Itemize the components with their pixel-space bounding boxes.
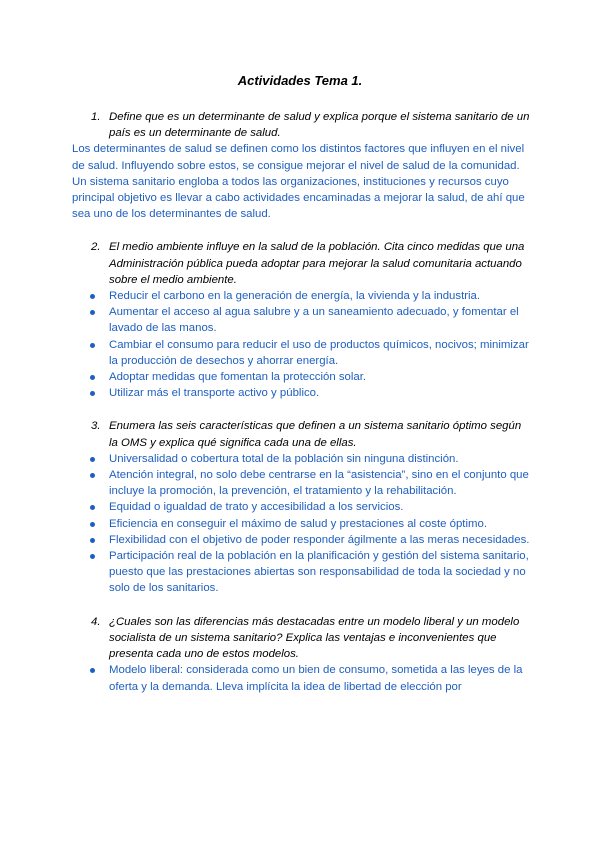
bullet-icon bbox=[90, 554, 95, 559]
question-2 bbox=[73, 239, 533, 288]
list-item: Reducir el carbono en la generación de energía, la vivienda y la industria. bbox=[73, 288, 533, 304]
list-item: Aumentar el acceso al agua salubre y a un saneamiento adecuado, y fomentar el lavado de las manos. bbox=[73, 304, 533, 336]
question-3-section bbox=[73, 418, 533, 596]
question-text: Enumera las seis características que definen a un sistema sanitario óptimo según la OMS y explica qué significa cada una de ellas. bbox=[109, 420, 522, 449]
list-item: Modelo liberal: considerada como un bien de consumo, sometida a las leyes de la oferta y la demanda. Lleva implícita la idea de libertad de elección por bbox=[73, 662, 533, 694]
bullet-icon bbox=[90, 310, 95, 315]
question-text: El medio ambiente influye en la salud de la población. Cita cinco medidas que una Administración pública pueda adoptar para mejorar la salud comunitaria actuando sobre el medio ambiente. bbox=[109, 241, 525, 286]
answer-2-list bbox=[73, 288, 533, 401]
question-1-section bbox=[73, 109, 533, 222]
answer-paragraph: Un sistema sanitario engloba a todos las organizaciones, instituciones y recursos cuyo principal objetivo es llevar a cabo actividades encaminadas a mejorar la salud, de ahí que sea uno de los determinantes de salud. bbox=[72, 175, 525, 221]
question-1 bbox=[73, 109, 533, 141]
document-body bbox=[73, 109, 533, 712]
list-item: Universalidad o cobertura total de la población sin ninguna distinción. bbox=[73, 451, 533, 467]
bullet-icon bbox=[90, 391, 95, 396]
list-item: Eficiencia en conseguir el máximo de salud y prestaciones al coste óptimo. bbox=[73, 516, 533, 532]
question-4 bbox=[73, 614, 533, 663]
answer-3-list bbox=[73, 451, 533, 597]
bullet-icon bbox=[90, 343, 95, 348]
answer-1 bbox=[72, 141, 533, 222]
list-item: Adoptar medidas que fomentan la protección solar. bbox=[73, 369, 533, 385]
question-2-section bbox=[73, 239, 533, 401]
list-item: Equidad o igualdad de trato y accesibilidad a los servicios. bbox=[73, 499, 533, 515]
bullet-icon bbox=[90, 375, 95, 380]
bullet-icon bbox=[90, 457, 95, 462]
list-item: Flexibilidad con el objetivo de poder responder ágilmente a las meras necesidades. bbox=[73, 532, 533, 548]
document-title: Actividades Tema 1. bbox=[237, 73, 363, 88]
question-text: Define que es un determinante de salud y explica porque el sistema sanitario de un país es un determinante de salud. bbox=[109, 111, 530, 140]
list-item: Utilizar más el transporte activo y público. bbox=[73, 385, 533, 401]
bullet-icon bbox=[90, 522, 95, 527]
question-3 bbox=[73, 418, 533, 450]
question-number: 3. bbox=[91, 420, 101, 433]
list-item: Participación real de la población en la planificación y gestión del sistema sanitario, puesto que las prestaciones abiertas son responsabilidad de toda la sociedad y no solo de los sanitarios. bbox=[73, 548, 533, 597]
question-number: 1. bbox=[91, 111, 101, 123]
question-4-section bbox=[73, 614, 533, 695]
bullet-icon bbox=[90, 668, 95, 673]
bullet-icon bbox=[90, 473, 95, 478]
list-item: Cambiar el consumo para reducir el uso de productos químicos, nocivos; minimizar la producción de desechos y ahorrar energía. bbox=[73, 337, 533, 369]
question-number: 4. bbox=[91, 615, 101, 628]
question-text: ¿Cuales son las diferencias más destacadas entre un modelo liberal y un modelo socialista de un sistema sanitario? Explica las ventajas e inconvenientes que presenta cada uno de estos modelos. bbox=[109, 615, 520, 661]
bullet-icon bbox=[90, 538, 95, 543]
bullet-icon bbox=[90, 505, 95, 510]
bullet-icon bbox=[90, 294, 95, 299]
answer-paragraph: Los determinantes de salud se definen como los distintos factores que influyen en el nivel de salud. Influyendo sobre estos, se consigue mejorar el nivel de salud de la comunidad. bbox=[72, 143, 525, 172]
answer-4-list bbox=[73, 662, 533, 694]
list-item: Atención integral, no solo debe centrarse en la “asistencia”, sino en el conjunto que incluye la promoción, la prevención, el tratamiento y la rehabilitación. bbox=[73, 467, 533, 499]
question-number: 2. bbox=[91, 241, 101, 254]
